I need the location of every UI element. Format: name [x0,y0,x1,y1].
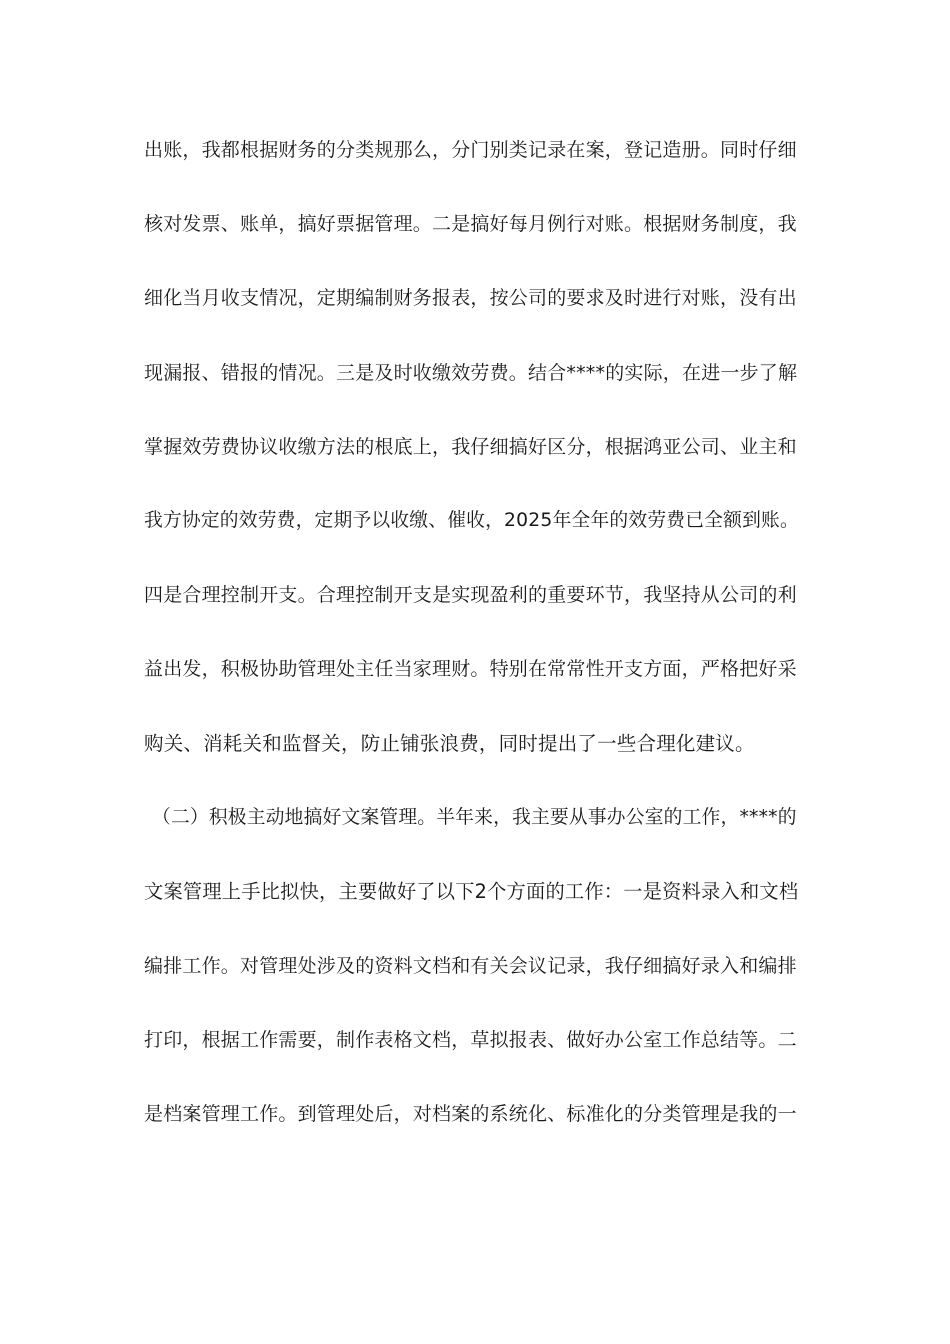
text-line: 现漏报、错报的情况。三是及时收缴效劳费。结合****的实际，在进一步了解 [144,361,798,384]
text-line: 细化当月收支情况，定期编制财务报表，按公司的要求及时进行对账，没有出 [144,287,797,310]
text-line: 益出发，积极协助管理处主任当家理财。特别在常常性开支方面，严格把好采 [144,658,797,681]
text-line: 购关、消耗关和监督关，防止铺张浪费，同时提出了一些合理化建议。 [144,731,755,755]
text-line: 打印，根据工作需要，制作表格文档，草拟报表、做好办公室工作总结等。二 [144,1029,797,1052]
text-line: 四是合理控制开支。合理控制开支是实现盈利的重要环节，我坚持从公司的利 [144,584,797,607]
text-line: 掌握效劳费协议收缴方法的根底上，我仔细搞好区分，根据鸿亚公司、业主和 [144,435,797,458]
section-heading-line: （二）积极主动地搞好文案管理。半年来，我主要从事办公室的工作，****的 [152,806,797,828]
text-line: 出账，我都根据财务的分类规那么，分门别类记录在案，登记造册。同时仔细 [144,139,797,161]
text-line: 我方协定的效劳费，定期予以收缴、催收，2025年全年的效劳费已全额到账。 [144,509,799,531]
text-line: 核对发票、账单，搞好票据管理。二是搞好每月例行对账。根据财务制度，我 [144,213,797,236]
text-line: 是档案管理工作。到管理处后，对档案的系统化、标准化的分类管理是我的一 [144,1103,797,1126]
text-line: 文案管理上手比拟快，主要做好了以下2个方面的工作：一是资料录入和文档 [144,879,799,903]
text-line: 编排工作。对管理处涉及的资料文档和有关会议记录，我仔细搞好录入和编排 [144,955,797,978]
body-text [144,132,804,1171]
